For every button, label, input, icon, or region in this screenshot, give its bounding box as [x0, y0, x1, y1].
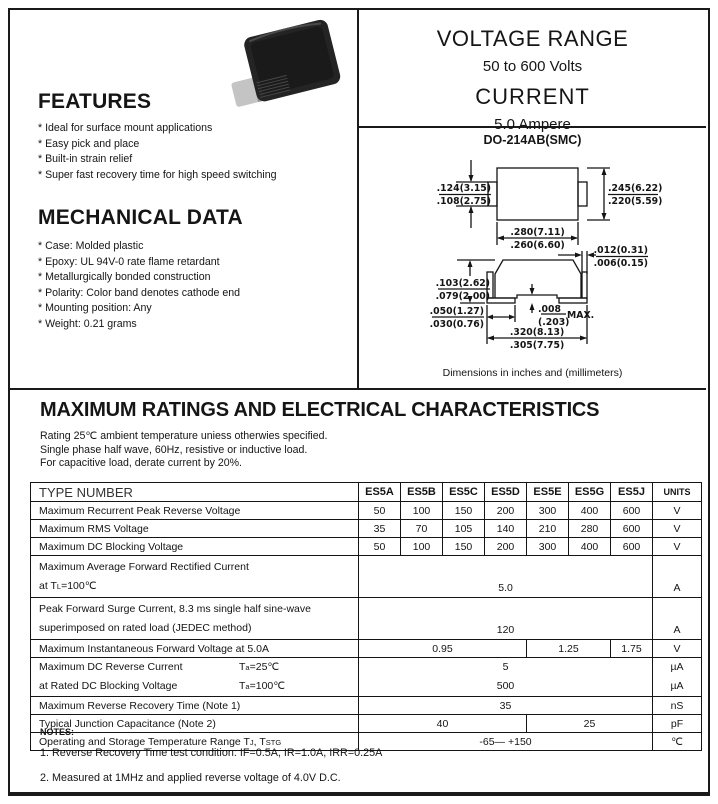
cell-unit: V	[653, 538, 702, 556]
test-conditions	[40, 430, 328, 471]
cell-value: 70	[401, 520, 443, 538]
row-label: Maximum Reverse Recovery Time (Note 1)	[31, 697, 359, 715]
notes-heading: NOTES:	[40, 727, 75, 737]
type-col-es5j: ES5J	[611, 483, 653, 502]
cell-unit: V	[653, 502, 702, 520]
dim-lead-thick-min: .006(0.15)	[593, 258, 648, 269]
cell-value: 1.25	[527, 640, 611, 658]
row-label-line1: Peak Forward Surge Current, 8.3 ms single half sine-wave	[39, 602, 311, 615]
cell-unit: A	[653, 598, 702, 640]
cell-value: -65— +150	[359, 733, 653, 751]
cell-value: 200	[485, 502, 527, 520]
table-row	[31, 640, 702, 658]
row-label: Typical Junction Capacitance (Note 2)	[31, 715, 359, 733]
table-row	[31, 502, 702, 520]
row-label: Maximum Instantaneous Forward Voltage at 5.0A	[31, 640, 359, 658]
dim-body-height-max: .245(6.22)	[608, 183, 663, 194]
cell-value: 100	[401, 502, 443, 520]
cell-unit-line1: µA	[670, 661, 684, 673]
ratings-heading: MAXIMUM RATINGS AND ELECTRICAL CHARACTERISTICS	[40, 399, 600, 421]
cell-value: 140	[485, 520, 527, 538]
table-row	[31, 658, 702, 697]
feature-item: * Super fast recovery time for high speed switching	[38, 168, 277, 181]
type-col-es5c: ES5C	[443, 483, 485, 502]
package-name: DO-214AB(SMC)	[483, 133, 582, 147]
cell-value	[359, 658, 653, 697]
cell-unit: V	[653, 640, 702, 658]
type-col-es5e: ES5E	[527, 483, 569, 502]
cell-unit: ℃	[653, 733, 702, 751]
cell-value: 35	[359, 697, 653, 715]
mech-item: * Metallurgically bonded construction	[38, 271, 211, 283]
row-label	[31, 658, 359, 697]
table-row	[31, 598, 702, 640]
dim-body-width-max: .280(7.11)	[510, 227, 565, 238]
table-row	[31, 520, 702, 538]
dim-profile-height-min: .079(2.00)	[435, 291, 490, 302]
table-row	[31, 538, 702, 556]
cell-unit-line2: µA	[670, 680, 684, 692]
condition-line: Single phase half wave, 60Hz, resistive or inductive load.	[40, 443, 308, 456]
cell-value: 0.95	[359, 640, 527, 658]
voltage-range-heading: VOLTAGE RANGE	[436, 26, 629, 51]
cell-value: 105	[443, 520, 485, 538]
cell-unit: nS	[653, 697, 702, 715]
note-item: 2. Measured at 1MHz and applied reverse voltage of 4.0V D.C.	[40, 772, 341, 784]
table-row	[31, 556, 702, 598]
type-col-es5a: ES5A	[359, 483, 401, 502]
row-label: Maximum RMS Voltage	[31, 520, 359, 538]
type-col-es5g: ES5G	[569, 483, 611, 502]
cell-value: 50	[359, 538, 401, 556]
type-col-es5d: ES5D	[485, 483, 527, 502]
current-value: 5.0 Ampere	[494, 116, 571, 133]
package-photo-icon	[226, 18, 356, 110]
cell-value: 400	[569, 502, 611, 520]
cell-value: 25	[527, 715, 653, 733]
section-divider	[10, 388, 706, 390]
dim-overall-width-min: .305(7.75)	[509, 340, 565, 351]
cell-value: 150	[443, 538, 485, 556]
mech-item: * Weight: 0.21 grams	[38, 317, 137, 330]
cell-value: 150	[443, 502, 485, 520]
mech-item: * Epoxy: UL 94V-0 rate flame retardant	[38, 255, 220, 268]
row-label-line2: at TL=100℃	[39, 579, 97, 592]
row-label-line2: superimposed on rated load (JEDEC method)	[39, 621, 252, 634]
current-heading: CURRENT	[475, 84, 590, 109]
mechanical-list	[38, 239, 240, 332]
cell-unit: A	[653, 556, 702, 598]
dim-overall-width-max: .320(8.13)	[509, 327, 565, 338]
condition-line: Rating 25℃ ambient temperature uniess otherwies specified.	[40, 430, 328, 442]
cell-value: 300	[527, 502, 569, 520]
cell-value: 40	[359, 715, 527, 733]
row-label: Maximum DC Blocking Voltage	[31, 538, 359, 556]
row-label	[31, 598, 359, 640]
mechanical-heading: MECHANICAL DATA	[38, 206, 243, 229]
dim-tab-width-min: .108(2.75)	[436, 196, 491, 207]
cell-value: 50	[359, 502, 401, 520]
row-label-line1: Maximum DC Reverse Current Ta=25℃	[39, 661, 280, 673]
dim-standoff-in: .008	[538, 304, 561, 315]
features-heading: FEATURES	[38, 90, 152, 113]
cell-unit: pF	[653, 715, 702, 733]
cell-value: 600	[611, 502, 653, 520]
row-label: Operating and Storage Temperature Range TJ, TSTG	[31, 733, 359, 751]
cell-value-line2: 500	[496, 680, 515, 692]
note-item: 1. Reverse Recovery Time test condition: IF=0.5A, IR=1.0A, IRR=0.25A	[40, 747, 383, 759]
dimensions-caption: Dimensions in inches and (millimeters)	[442, 367, 623, 379]
feature-item: * Built-in strain relief	[38, 153, 133, 165]
dim-body-width-min: .260(6.60)	[510, 240, 565, 251]
notes-section	[40, 727, 382, 797]
cell-value: 600	[611, 520, 653, 538]
condition-line: For capacitive load, derate current by 20%.	[40, 457, 242, 469]
mech-item: * Mounting position: Any	[38, 302, 152, 314]
type-col-es5b: ES5B	[401, 483, 443, 502]
dim-standoff-mm: (.203)	[538, 317, 570, 328]
cell-unit: V	[653, 520, 702, 538]
cell-value: 600	[611, 538, 653, 556]
dim-lead-length-min: .030(0.76)	[429, 319, 484, 330]
package-outline-drawing	[360, 148, 708, 366]
type-number-header: TYPE NUMBER	[31, 483, 359, 502]
row-label-line2: at Rated DC Blocking Voltage Ta=100℃	[39, 680, 286, 692]
cell-value: 100	[401, 538, 443, 556]
mech-item: * Case: Molded plastic	[38, 240, 144, 252]
cell-value: 120	[359, 598, 653, 640]
features-list	[38, 121, 276, 183]
row-label: Maximum Recurrent Peak Reverse Voltage	[31, 502, 359, 520]
dim-profile-height-max: .103(2.62)	[435, 278, 490, 289]
row-label-line1: Maximum Average Forward Rectified Current	[39, 560, 249, 573]
units-header: UNITS	[653, 483, 702, 502]
cell-value: 400	[569, 538, 611, 556]
ratings-table	[30, 482, 702, 751]
cell-unit	[653, 658, 702, 697]
dim-tab-width-max: .124(3.15)	[436, 183, 491, 194]
table-header-row	[31, 483, 702, 502]
dim-lead-length-max: .050(1.27)	[429, 306, 484, 317]
row-label	[31, 556, 359, 598]
cell-value: 210	[527, 520, 569, 538]
cell-value: 300	[527, 538, 569, 556]
table-row	[31, 697, 702, 715]
cell-value: 35	[359, 520, 401, 538]
dim-lead-thick-max: .012(0.31)	[593, 245, 648, 256]
ratings-panel	[359, 10, 706, 133]
feature-item: * Ideal for surface mount applications	[38, 122, 213, 134]
voltage-range-value: 50 to 600 Volts	[482, 58, 583, 75]
mech-item: * Polarity: Color band denotes cathode end	[38, 286, 241, 299]
feature-item: * Easy pick and place	[38, 137, 140, 150]
dim-body-height-min: .220(5.59)	[608, 196, 663, 207]
dim-standoff-max-label: MAX.	[567, 310, 595, 321]
cell-value: 1.75	[611, 640, 653, 658]
cell-value: 5.0	[359, 556, 653, 598]
cell-value-line1: 5	[502, 661, 509, 673]
cell-value: 280	[569, 520, 611, 538]
cell-value: 200	[485, 538, 527, 556]
